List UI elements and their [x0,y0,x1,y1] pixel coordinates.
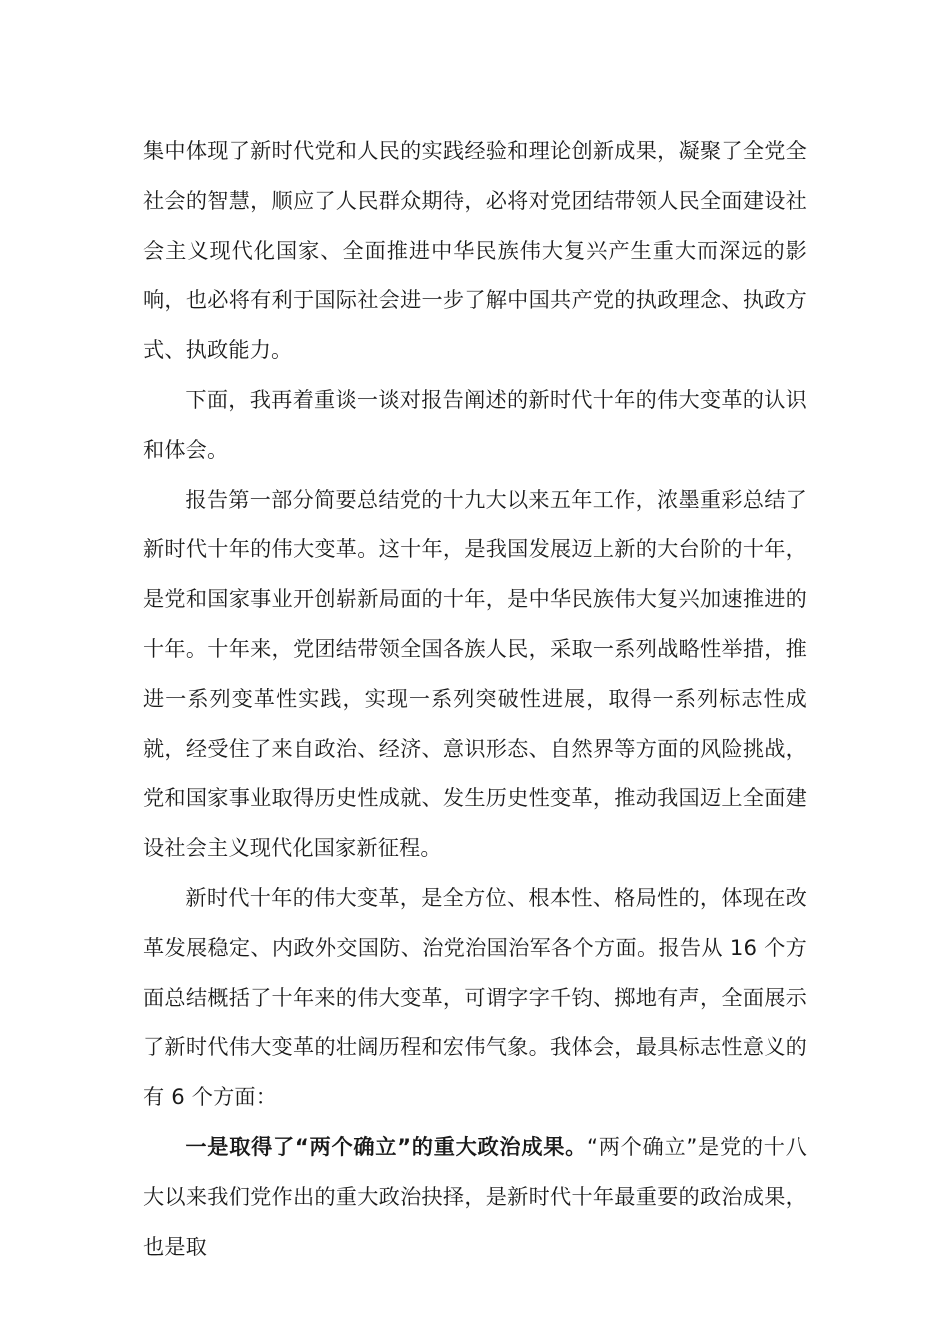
document-body [143,126,807,1271]
paragraph-1: 集中体现了新时代党和人民的实践经验和理论创新成果，凝聚了全党全社会的智慧，顺应了人民群众期待，必将对党团结带领人民全面建设社会主义现代化国家、全面推进中华民族伟大复兴产生重大而深远的影响，也必将有利于国际社会进一步了解中国共产党的执政理念、执政方式、执政能力。 [143,138,807,363]
paragraph-5 [143,1122,807,1271]
paragraph-5-bold-lead: 一是取得了“两个确立”的重大政治成果。 [185,1133,588,1159]
paragraph-2: 下面，我再着重谈一谈对报告阐述的新时代十年的伟大变革的认识和体会。 [143,386,807,462]
paragraph-3: 报告第一部分简要总结党的十九大以来五年工作，浓墨重彩总结了新时代十年的伟大变革。这十年，是我国发展迈上新的大台阶的十年，是党和国家事业开创崭新局面的十年，是中华民族伟大复兴加速推进的十年。十年来，党团结带领全国各族人民，采取一系列战略性举措，推进一系列变革性实践，实现一系列突破性进展，取得一系列标志性成就，经受住了来自政治、经济、意识形态、自然界等方面的风险挑战，党和国家事业取得历史性成就、发生历史性变革，推动我国迈上全面建设社会主义现代化国家新征程。 [143,486,807,861]
paragraph-4: 新时代十年的伟大变革，是全方位、根本性、格局性的，体现在改革发展稳定、内政外交国防、治党治国治军各个方面。报告从 16 个方面总结概括了十年来的伟大变革，可谓字字千钧、掷地有声，全面展示了新时代伟大变革的壮阔历程和宏伟气象。我体会，最具标志性意义的有 6 个方面： [143,884,807,1110]
paragraph-5-text: “两个确立”是党的十八大以来我们党作出的重大政治抉择，是新时代十年最重要的政治成果，也是取 [143,1133,808,1259]
